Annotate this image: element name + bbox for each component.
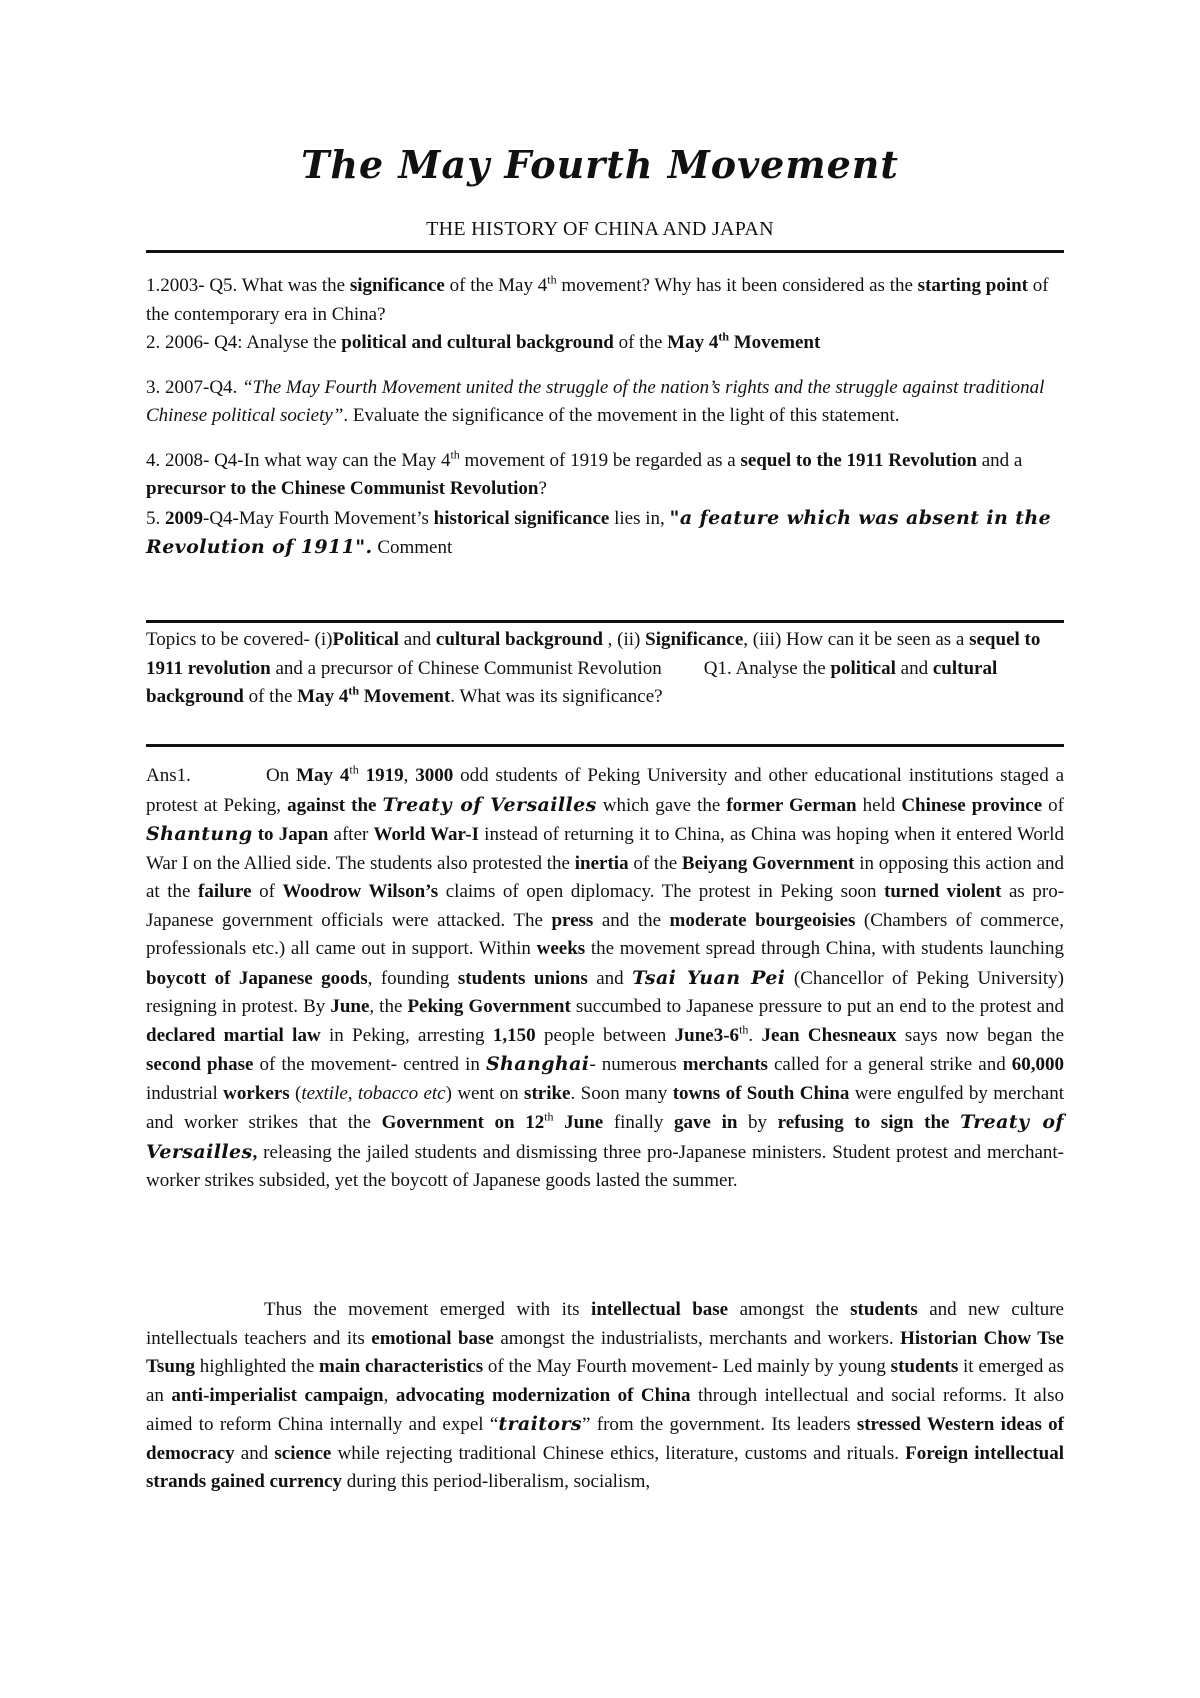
answer-text-run: strike <box>524 1082 571 1104</box>
answer-text-run: while rejecting traditional Chinese ethics, literature, customs and rituals. <box>331 1442 906 1464</box>
question-5: 5. 2009-Q4-May Fourth Movement’s historical significance lies in, "a feature which was absent in the Revolution of 1911". Comment <box>146 506 1052 558</box>
answer-text-run: June <box>553 1112 604 1133</box>
answer-text-run: 3000 <box>415 765 454 786</box>
answer-text-run: failure <box>198 881 252 902</box>
answer-text-run: second phase <box>146 1054 254 1075</box>
answer-text-run: (Chancellor of Peking University) resigning in protest. By <box>146 967 1065 1017</box>
answer-text-run: former German <box>726 794 857 816</box>
answer-text-run: of <box>251 881 283 902</box>
answer-text-run: Historian Chow Tse Tsung <box>146 1327 1064 1377</box>
answer-text-run: in opposing this action and at the <box>146 852 1064 902</box>
header-rule <box>146 250 1064 253</box>
answer-text-run: gave in <box>674 1112 738 1133</box>
answer-text-run: odd students of Peking University and other educational institutions staged a protest at Peking, <box>146 765 1065 816</box>
answer-text-run: . Soon many <box>570 1082 673 1104</box>
answer-text-run: held <box>856 794 902 816</box>
answer-text-run: to Japan <box>252 824 329 845</box>
answer-text-run: intellectual base <box>591 1299 729 1320</box>
answer-text-run: , <box>403 765 416 786</box>
answer-text-run: were engulfed by merchant and worker strikes that the <box>146 1082 1064 1133</box>
answer-body-2 <box>146 1299 1064 1492</box>
document-subtitle: THE HISTORY OF CHINA AND JAPAN <box>426 218 774 240</box>
answer-text-run: inertia <box>574 852 629 874</box>
answer-text-run: students <box>850 1299 918 1320</box>
answer-text-run: in Peking, arresting <box>320 1024 493 1046</box>
answer-text-run: 60,000 <box>1011 1054 1064 1075</box>
answer-text-run: traitors <box>498 1413 583 1435</box>
answer-text-run: towns of South China <box>672 1082 850 1104</box>
answer-text-run: amongst the <box>728 1299 851 1320</box>
answer-text-run: during this period-liberalism, socialism, <box>341 1471 651 1492</box>
answer-text-run: weeks <box>536 938 586 959</box>
answer-text-run: , <box>252 1141 258 1163</box>
answer-text-run: against the <box>287 794 383 816</box>
answer-text-run: declared martial law <box>146 1024 321 1046</box>
answer-text-run: people between <box>535 1024 675 1046</box>
answer-text-run: ” from the government. Its leaders <box>582 1414 857 1435</box>
answer-text-run: turned violent <box>884 881 1002 902</box>
answer-text-run: ( <box>289 1082 302 1104</box>
document-title: The May Fourth Movement <box>301 142 899 187</box>
answer-text-run: workers <box>223 1082 290 1104</box>
answer-text-run: World War-I <box>373 824 479 845</box>
answer-text-run: it emerged as an <box>146 1356 1064 1406</box>
answer-text-run: after <box>328 824 374 845</box>
answer-text-run: , founding <box>367 967 458 989</box>
answer-text-run: th <box>544 1109 554 1124</box>
answer-text-run: industrial <box>146 1082 224 1104</box>
topics-box: Topics to be covered- (i)Political and cultural background , (ii) Significance, (iii) How can it be seen as a sequel to 1911 revolution and a precursor of Chinese Communist Revolution Q1. Analyse the political and cultural background of the May 4th Movement. What was its significance? <box>146 629 1041 707</box>
answer-text-run: Foreign intellectual strands gained currency <box>146 1442 1064 1492</box>
answer-text-run: June3-6 <box>674 1024 740 1046</box>
answer-text-run: science <box>274 1442 332 1464</box>
answer-text-run: and <box>234 1442 275 1464</box>
answer-text-run: ) went on <box>445 1082 525 1104</box>
answer-text-run: by <box>737 1112 778 1133</box>
answer-text-run: succumbed to Japanese pressure to put an end to the protest and <box>570 996 1065 1017</box>
answer-text-run: May 4 <box>296 765 350 786</box>
answer-text-run: emotional base <box>371 1327 494 1349</box>
answer-text-run: (Chambers of commerce, professionals etc.) all came out in support. Within <box>146 909 1064 959</box>
answer-text-run: amongst the industrialists, merchants and workers. <box>493 1327 901 1349</box>
answer-text-run: - numerous <box>589 1054 683 1075</box>
answer-paragraph-2 <box>146 1296 1064 1497</box>
answer-text-run: and <box>587 967 633 989</box>
answer-body-1 <box>146 762 1065 1191</box>
answer-text-run: Thus the movement emerged with its <box>264 1299 592 1320</box>
question-3: 3. 2007-Q4. “The May Fourth Movement united the struggle of the nation’s rights and the struggle against traditional Chinese political society”. Evaluate the significance of the movement in the light of this statement. <box>146 376 1045 426</box>
answer-text-run: moderate bourgeoisies <box>669 909 856 931</box>
answer-text-run: Jean Chesneaux <box>761 1024 897 1046</box>
answer-text-run: Government on 12 <box>381 1112 545 1133</box>
answer-text-run: through intellectual and social reforms. It also aimed to reform China internally and expel “ <box>146 1384 1064 1435</box>
answer-text-run: says now began the <box>896 1024 1065 1046</box>
answer-text-run: Chinese province <box>901 794 1043 816</box>
answer-text-run: of <box>1042 794 1064 816</box>
topics-bottom-rule <box>146 744 1064 747</box>
answer-text-run: highlighted the <box>194 1356 320 1377</box>
answer-text-run: claims of open diplomacy. The protest in Peking soon <box>438 881 885 902</box>
answer-text-run: students <box>890 1356 959 1377</box>
answer-text-run: Shanghai <box>485 1053 590 1075</box>
question-2: 2. 2006- Q4: Analyse the political and cultural background of the May 4th Movement <box>146 329 821 353</box>
answer-text-run: boycott of Japanese goods <box>146 967 368 989</box>
topics-top-rule <box>146 620 1064 623</box>
answer-text-run: Shantung <box>146 823 253 845</box>
answer-text-run: finally <box>603 1112 675 1133</box>
answer-paragraph-1 <box>146 762 1064 1196</box>
answer-text-run: Woodrow Wilson’s <box>282 881 439 902</box>
answer-text-run: On <box>266 765 297 786</box>
answer-label: Ans1. <box>146 765 191 786</box>
answer-text-run: releasing the jailed students and dismissing three pro-Japanese ministers. Student protest and merchant-worker strikes subsided, yet the boycott of Japanese goods lasted the summer. <box>146 1141 1064 1191</box>
question-4: 4. 2008- Q4-In what way can the May 4th movement of 1919 be regarded as a sequel to the 1911 Revolution and a precursor to the Chinese Communist Revolution? <box>146 447 1023 499</box>
answer-text-run: and the <box>593 909 670 931</box>
answer-text-run: Beiyang Government <box>681 852 855 874</box>
answer-text-run: , <box>383 1384 396 1406</box>
answer-text-run: textile, tobacco etc <box>301 1082 446 1104</box>
answer-text-run: , the <box>369 996 408 1017</box>
answer-text-run: which gave the <box>596 794 727 816</box>
exam-questions <box>146 272 1064 563</box>
answer-text-run: Tsai Yuan Pei <box>632 966 786 989</box>
answer-text-run: the movement spread through China, with students launching <box>585 938 1064 959</box>
question-1: 1.2003- Q5. What was the significance of the May 4th movement? Why has it been considered as the starting point of the contemporary era in China? <box>146 272 1049 325</box>
answer-text-run: . <box>748 1024 762 1046</box>
answer-text-run: refusing to sign the <box>777 1112 961 1133</box>
answer-text-run: advocating modernization of China <box>395 1384 691 1406</box>
answer-text-run: 1919 <box>358 765 404 786</box>
answer-text-run: as pro-Japanese government officials were attacked. The <box>146 881 1065 931</box>
answer-text-run: 1,150 <box>492 1024 536 1046</box>
answer-text-run: June <box>330 996 370 1017</box>
answer-text-run: Treaty of Versailles <box>146 1111 1064 1163</box>
answer-text-run: merchants <box>682 1054 768 1075</box>
answer-text-run: Treaty of Versailles <box>382 793 597 816</box>
answer-text-run: of the movement- centred in <box>253 1054 486 1075</box>
answer-text-run: students unions <box>457 967 588 989</box>
answer-text-run: called for a general strike and <box>767 1054 1012 1075</box>
answer-text-run: th <box>739 1022 749 1037</box>
answer-text-run: Peking Government <box>407 996 571 1017</box>
answer-text-run: main characteristics <box>319 1356 484 1377</box>
answer-text-run: anti-imperialist campaign <box>171 1384 384 1406</box>
answer-text-run: of the <box>628 852 682 874</box>
answer-text-run: stressed Western ideas of democracy <box>146 1414 1064 1464</box>
answer-text-run: press <box>551 909 594 931</box>
answer-text-run: and new culture intellectuals teachers and its <box>146 1299 1064 1349</box>
answer-text-run: of the May Fourth movement- Led mainly by young <box>483 1356 891 1377</box>
answer-text-run: th <box>349 762 359 777</box>
answer-text-run: instead of returning it to China, as China was hoping when it entered World War I on the Allied side. The students also protested the <box>146 824 1064 874</box>
